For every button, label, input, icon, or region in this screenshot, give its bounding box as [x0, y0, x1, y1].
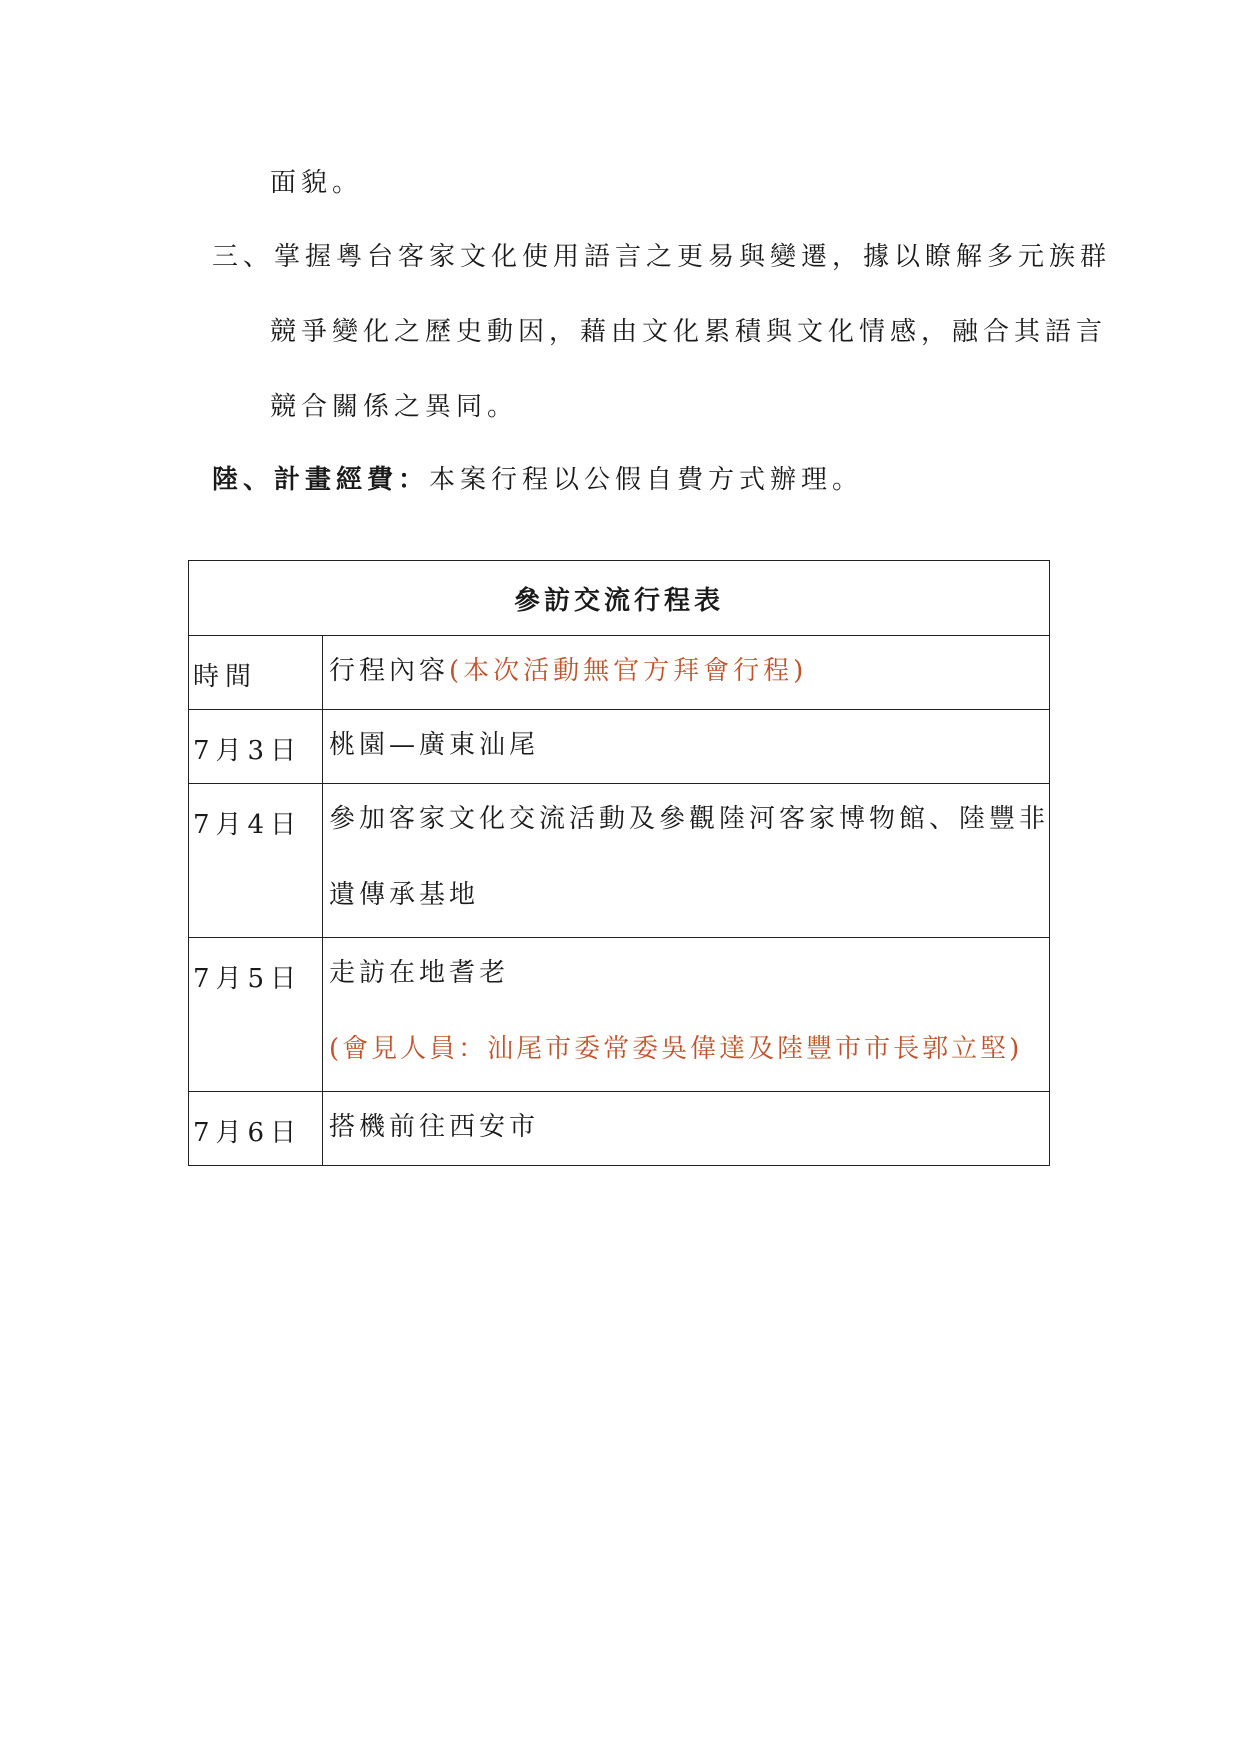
header-content: [322, 636, 1049, 710]
paragraph-line: 面貌。: [270, 168, 364, 198]
row-content-line: 參加客家文化交流活動及參觀陸河客家博物館、陸豐非: [328, 804, 1049, 834]
funding-text: 本案行程以公假自費方式辦理。: [429, 465, 864, 495]
row-content: [322, 784, 1049, 938]
table-header-row: [189, 636, 1050, 710]
header-time: 時間: [189, 636, 323, 710]
table-title-row: [189, 561, 1050, 636]
table-row: [189, 938, 1050, 1092]
row-date: 7月5日: [189, 938, 323, 1092]
row-date: 7月3日: [189, 710, 323, 784]
header-content-label: 行程內容: [328, 656, 449, 686]
paragraph-line: 競爭變化之歷史動因，藉由文化累積與文化情感，融合其語言: [270, 317, 1108, 347]
row-content: [322, 938, 1049, 1092]
row-content-line: 搭機前往西安市: [328, 1112, 539, 1142]
row-content: [322, 710, 1049, 784]
row-content-line: 走訪在地耆老: [328, 958, 509, 988]
paragraph-line: 競合關係之異同。: [270, 392, 519, 422]
row-content-line: 遺傳承基地: [328, 880, 479, 910]
table-row: [189, 1092, 1050, 1166]
funding-heading: 陸、計畫經費：: [212, 465, 430, 495]
row-date: 7月4日: [189, 784, 323, 938]
funding-line: [212, 465, 863, 495]
table-title: 參訪交流行程表: [189, 561, 1050, 636]
paragraph-line: 三、掌握粵台客家文化使用語言之更易與變遷，據以瞭解多元族群: [212, 242, 1112, 272]
table-row: [189, 710, 1050, 784]
table-row: [189, 784, 1050, 938]
row-content: [322, 1092, 1049, 1166]
itinerary-table: [188, 560, 1050, 1166]
row-content-note: (會見人員：汕尾市委常委吳偉達及陸豐市市長郭立堅): [328, 1034, 1023, 1064]
row-date: 7月6日: [189, 1092, 323, 1166]
header-content-note: (本次活動無官方拜會行程): [449, 656, 808, 686]
row-content-line: 桃園—廣東汕尾: [328, 730, 539, 760]
